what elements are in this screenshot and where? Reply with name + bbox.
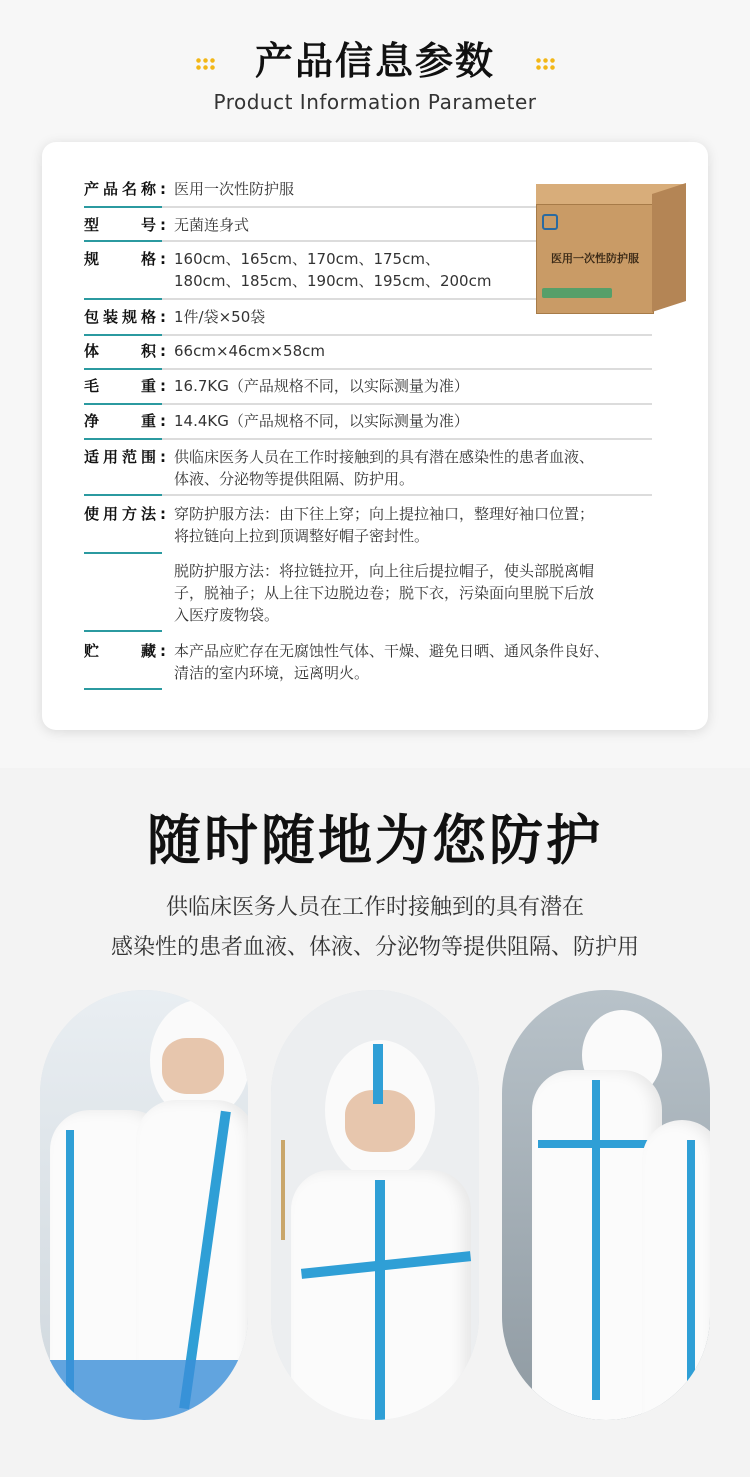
spec-label: 包装规格: <box>84 308 166 326</box>
protection-title-a: 随时随地 <box>147 809 375 872</box>
spec-label: 体 积: <box>84 342 166 360</box>
spec-value: 无菌连身式 <box>174 216 250 234</box>
spec-value: 本产品应贮存在无腐蚀性气体、干燥、避免日晒、通风条件良好、 清洁的室内环境，远离明火。 <box>174 642 610 682</box>
protection-title <box>0 798 750 875</box>
box-label: 医用一次性防护服 <box>551 252 639 265</box>
section-title: 产品信息参数 <box>254 39 495 83</box>
spec-value: 医用一次性防护服 <box>174 180 295 198</box>
spec-value: 穿防护服方法：由下往上穿；向上提拉袖口，整理好袖口位置； 将拉链向上拉到顶调整好帽子密封性。 <box>174 505 595 545</box>
spec-value: 1件/袋×50袋 <box>174 308 266 326</box>
spec-label: 使用方法: <box>84 505 166 523</box>
suit-lab-2 <box>642 1120 710 1420</box>
spec-label: 型 号: <box>84 216 166 234</box>
divider <box>84 494 652 496</box>
spec-label: 规 格: <box>84 250 166 268</box>
spec-label: 净 重: <box>84 412 166 430</box>
decor-dots-left-icon <box>195 57 215 71</box>
product-box-image <box>536 184 688 314</box>
divider <box>84 368 652 370</box>
photo-medical-staff-1 <box>40 990 248 1420</box>
spec-value: 14.4KG（产品规格不同，以实际测量为准） <box>174 412 469 430</box>
spec-value: 66cm×46cm×58cm <box>174 342 325 360</box>
brand-logo-icon <box>542 214 558 230</box>
divider <box>84 630 162 632</box>
section-subtitle: Product Information Parameter <box>213 90 537 114</box>
divider <box>84 688 162 690</box>
divider <box>84 403 652 405</box>
spec-label: 贮 藏: <box>84 642 166 660</box>
divider <box>84 438 652 440</box>
divider <box>84 552 162 554</box>
spec-card <box>42 142 708 730</box>
protection-desc-line1: 供临床医务人员在工作时接触到的具有潜在 <box>165 895 584 920</box>
spec-value: 脱防护服方法：将拉链拉开，向上往后提拉帽子，使头部脱离帽 子，脱袖子；从上往下边脱边卷；脱下衣，污染面向里脱下后放 入医疗废物袋。 <box>174 562 595 624</box>
photo-medical-staff-3 <box>502 990 710 1420</box>
certification-logo-icon <box>542 288 612 298</box>
protection-desc-line2: 感染性的患者血液、体液、分泌物等提供阻隔、防护用 <box>110 935 639 960</box>
photo-medical-staff-2 <box>271 990 479 1420</box>
divider <box>84 334 652 336</box>
spec-label: 产品名称: <box>84 180 166 198</box>
spec-value: 160cm、165cm、170cm、175cm、 180cm、185cm、190cm、195cm、200cm <box>174 250 492 290</box>
protection-title-highlight: 为您防护 <box>375 798 603 875</box>
spec-value: 供临床医务人员在工作时接触到的具有潜在感染性的患者血液、 体液、分泌物等提供阻隔、防护用。 <box>174 448 595 488</box>
spec-label: 适用范围: <box>84 448 166 466</box>
protection-section <box>0 768 750 1477</box>
spec-value: 16.7KG（产品规格不同，以实际测量为准） <box>174 377 469 395</box>
decor-dots-right-icon <box>535 57 555 71</box>
title-row <box>0 30 750 85</box>
box-side <box>652 183 686 312</box>
spec-label: 毛 重: <box>84 377 166 395</box>
